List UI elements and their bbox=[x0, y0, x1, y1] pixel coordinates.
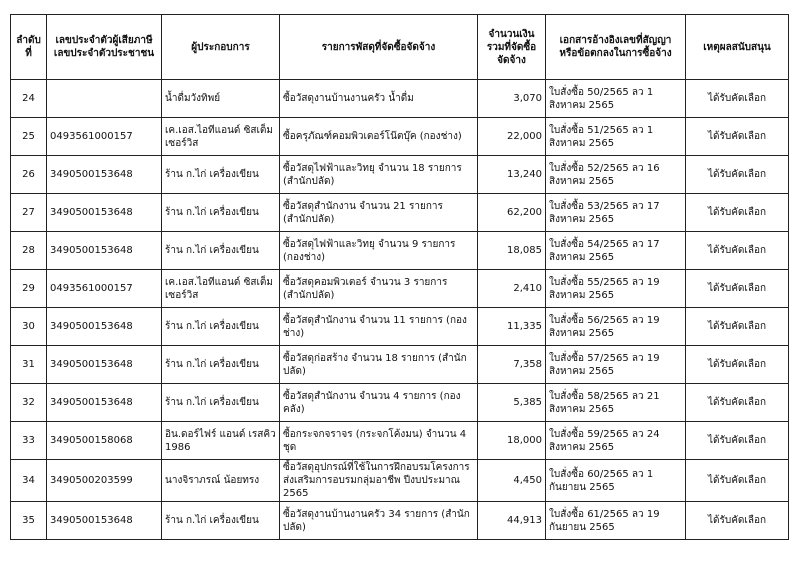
row-number: 33 bbox=[11, 422, 47, 460]
tax-id-cell: 0493561000157 bbox=[47, 118, 162, 156]
amount-cell: 13,240 bbox=[478, 156, 546, 194]
vendor-cell: ร้าน ก.ไก่ เครื่องเขียน bbox=[162, 308, 280, 346]
row-number: 35 bbox=[11, 502, 47, 540]
vendor-cell: ร้าน ก.ไก่ เครื่องเขียน bbox=[162, 384, 280, 422]
reason-cell: ได้รับคัดเลือก bbox=[686, 118, 789, 156]
header-reason: เหตุผลสนับสนุน bbox=[686, 15, 789, 80]
table-row bbox=[11, 384, 789, 422]
table-row bbox=[11, 232, 789, 270]
table-row bbox=[11, 270, 789, 308]
item-cell: ซื้อวัสดุก่อสร้าง จำนวน 18 รายการ (สำนักปลัด) bbox=[280, 346, 478, 384]
row-number: 32 bbox=[11, 384, 47, 422]
header-doc: เอกสารอ้างอิงเลขที่สัญญา หรือข้อตกลงในการซื้อจ้าง bbox=[546, 15, 686, 80]
reason-cell: ได้รับคัดเลือก bbox=[686, 232, 789, 270]
reason-cell: ได้รับคัดเลือก bbox=[686, 80, 789, 118]
tax-id-cell bbox=[47, 80, 162, 118]
reference-doc-cell: ใบสั่งซื้อ 51/2565 ลว 1 สิงหาคม 2565 bbox=[546, 118, 686, 156]
amount-cell: 44,913 bbox=[478, 502, 546, 540]
amount-cell: 18,000 bbox=[478, 422, 546, 460]
vendor-cell: ร้าน ก.ไก่ เครื่องเขียน bbox=[162, 194, 280, 232]
tax-id-cell: 3490500153648 bbox=[47, 346, 162, 384]
reason-cell: ได้รับคัดเลือก bbox=[686, 422, 789, 460]
row-number: 28 bbox=[11, 232, 47, 270]
amount-cell: 22,000 bbox=[478, 118, 546, 156]
tax-id-cell: 3490500203599 bbox=[47, 460, 162, 502]
table-row bbox=[11, 460, 789, 502]
reason-cell: ได้รับคัดเลือก bbox=[686, 270, 789, 308]
item-cell: ซื้อวัสดุอุปกรณ์ที่ใช้ในการฝึกอบรมโครงการส่งเสริมการอบรมกลุ่มอาชีพ ปีงบประมาณ 2565 bbox=[280, 460, 478, 502]
tax-id-cell: 3490500158068 bbox=[47, 422, 162, 460]
amount-cell: 11,335 bbox=[478, 308, 546, 346]
item-cell: ซื้อวัสดุไฟฟ้าและวิทยุ จำนวน 18 รายการ (สำนักปลัด) bbox=[280, 156, 478, 194]
table-body bbox=[11, 80, 789, 540]
amount-cell: 2,410 bbox=[478, 270, 546, 308]
tax-id-cell: 3490500153648 bbox=[47, 308, 162, 346]
reason-cell: ได้รับคัดเลือก bbox=[686, 384, 789, 422]
row-number: 26 bbox=[11, 156, 47, 194]
item-cell: ซื้อกระจกจราจร (กระจกโค้งมน) จำนวน 4 ชุด bbox=[280, 422, 478, 460]
reason-cell: ได้รับคัดเลือก bbox=[686, 194, 789, 232]
vendor-cell: ร้าน ก.ไก่ เครื่องเขียน bbox=[162, 156, 280, 194]
table-row bbox=[11, 80, 789, 118]
vendor-cell: เค.เอส.ไอทีแอนด์ ซิสเต็ม เซอร์วิส bbox=[162, 118, 280, 156]
amount-cell: 7,358 bbox=[478, 346, 546, 384]
item-cell: ซื้อวัสดุงานบ้านงานครัว 34 รายการ (สำนักปลัด) bbox=[280, 502, 478, 540]
tax-id-cell: 3490500153648 bbox=[47, 232, 162, 270]
vendor-cell: เค.เอส.ไอทีแอนด์ ซิสเต็ม เซอร์วิส bbox=[162, 270, 280, 308]
reference-doc-cell: ใบสั่งซื้อ 60/2565 ลว 1 กันยายน 2565 bbox=[546, 460, 686, 502]
row-number: 30 bbox=[11, 308, 47, 346]
reference-doc-cell: ใบสั่งซื้อ 57/2565 ลว 19 สิงหาคม 2565 bbox=[546, 346, 686, 384]
vendor-cell: ร้าน ก.ไก่ เครื่องเขียน bbox=[162, 232, 280, 270]
reason-cell: ได้รับคัดเลือก bbox=[686, 502, 789, 540]
row-number: 29 bbox=[11, 270, 47, 308]
amount-cell: 62,200 bbox=[478, 194, 546, 232]
reason-cell: ได้รับคัดเลือก bbox=[686, 156, 789, 194]
table-row bbox=[11, 346, 789, 384]
row-number: 27 bbox=[11, 194, 47, 232]
reference-doc-cell: ใบสั่งซื้อ 54/2565 ลว 17 สิงหาคม 2565 bbox=[546, 232, 686, 270]
header-amount: จำนวนเงิน รวมที่จัดซื้อจัดจ้าง bbox=[478, 15, 546, 80]
table-row bbox=[11, 422, 789, 460]
reference-doc-cell: ใบสั่งซื้อ 58/2565 ลว 21 สิงหาคม 2565 bbox=[546, 384, 686, 422]
tax-id-cell: 0493561000157 bbox=[47, 270, 162, 308]
header-row bbox=[11, 15, 789, 80]
vendor-cell: นางจิราภรณ์ น้อยทรง bbox=[162, 460, 280, 502]
reason-cell: ได้รับคัดเลือก bbox=[686, 346, 789, 384]
table-row bbox=[11, 156, 789, 194]
tax-id-cell: 3490500153648 bbox=[47, 156, 162, 194]
item-cell: ซื้อวัสดุสำนักงาน จำนวน 4 รายการ (กองคลัง) bbox=[280, 384, 478, 422]
row-number: 24 bbox=[11, 80, 47, 118]
vendor-cell: อิน.ดอร์ไฟร์ แอนด์ เรสคิว 1986 bbox=[162, 422, 280, 460]
reference-doc-cell: ใบสั่งซื้อ 59/2565 ลว 24 สิงหาคม 2565 bbox=[546, 422, 686, 460]
item-cell: ซื้อวัสดุสำนักงาน จำนวน 11 รายการ (กองช่าง) bbox=[280, 308, 478, 346]
item-cell: ซื้อวัสดุไฟฟ้าและวิทยุ จำนวน 9 รายการ (กองช่าง) bbox=[280, 232, 478, 270]
item-cell: ซื้อวัสดุงานบ้านงานครัว น้ำดื่ม bbox=[280, 80, 478, 118]
reason-cell: ได้รับคัดเลือก bbox=[686, 460, 789, 502]
table-row bbox=[11, 194, 789, 232]
reference-doc-cell: ใบสั่งซื้อ 50/2565 ลว 1 สิงหาคม 2565 bbox=[546, 80, 686, 118]
table-row bbox=[11, 308, 789, 346]
tax-id-cell: 3490500153648 bbox=[47, 194, 162, 232]
reference-doc-cell: ใบสั่งซื้อ 61/2565 ลว 19 กันยายน 2565 bbox=[546, 502, 686, 540]
reference-doc-cell: ใบสั่งซื้อ 56/2565 ลว 19 สิงหาคม 2565 bbox=[546, 308, 686, 346]
header-tax-id: เลขประจำตัวผู้เสียภาษี เลขประจำตัวประชาชน bbox=[47, 15, 162, 80]
table-row bbox=[11, 118, 789, 156]
reason-cell: ได้รับคัดเลือก bbox=[686, 308, 789, 346]
reference-doc-cell: ใบสั่งซื้อ 52/2565 ลว 16 สิงหาคม 2565 bbox=[546, 156, 686, 194]
amount-cell: 5,385 bbox=[478, 384, 546, 422]
tax-id-cell: 3490500153648 bbox=[47, 502, 162, 540]
vendor-cell: ร้าน ก.ไก่ เครื่องเขียน bbox=[162, 346, 280, 384]
reference-doc-cell: ใบสั่งซื้อ 53/2565 ลว 17 สิงหาคม 2565 bbox=[546, 194, 686, 232]
header-vendor: ผู้ประกอบการ bbox=[162, 15, 280, 80]
reference-doc-cell: ใบสั่งซื้อ 55/2565 ลว 19 สิงหาคม 2565 bbox=[546, 270, 686, 308]
tax-id-cell: 3490500153648 bbox=[47, 384, 162, 422]
item-cell: ซื้อวัสดุสำนักงาน จำนวน 21 รายการ (สำนักปลัด) bbox=[280, 194, 478, 232]
item-cell: ซื้อวัสดุคอมพิวเตอร์ จำนวน 3 รายการ (สำนักปลัด) bbox=[280, 270, 478, 308]
table-row bbox=[11, 502, 789, 540]
procurement-table bbox=[10, 14, 789, 540]
item-cell: ซื้อครุภัณฑ์คอมพิวเตอร์โน๊ตบุ๊ค (กองช่าง) bbox=[280, 118, 478, 156]
amount-cell: 4,450 bbox=[478, 460, 546, 502]
row-number: 31 bbox=[11, 346, 47, 384]
amount-cell: 3,070 bbox=[478, 80, 546, 118]
header-no: ลำดับที่ bbox=[11, 15, 47, 80]
amount-cell: 18,085 bbox=[478, 232, 546, 270]
row-number: 25 bbox=[11, 118, 47, 156]
vendor-cell: ร้าน ก.ไก่ เครื่องเขียน bbox=[162, 502, 280, 540]
header-item: รายการพัสดุที่จัดซื้อจัดจ้าง bbox=[280, 15, 478, 80]
vendor-cell: น้ำดื่มวังทิพย์ bbox=[162, 80, 280, 118]
row-number: 34 bbox=[11, 460, 47, 502]
